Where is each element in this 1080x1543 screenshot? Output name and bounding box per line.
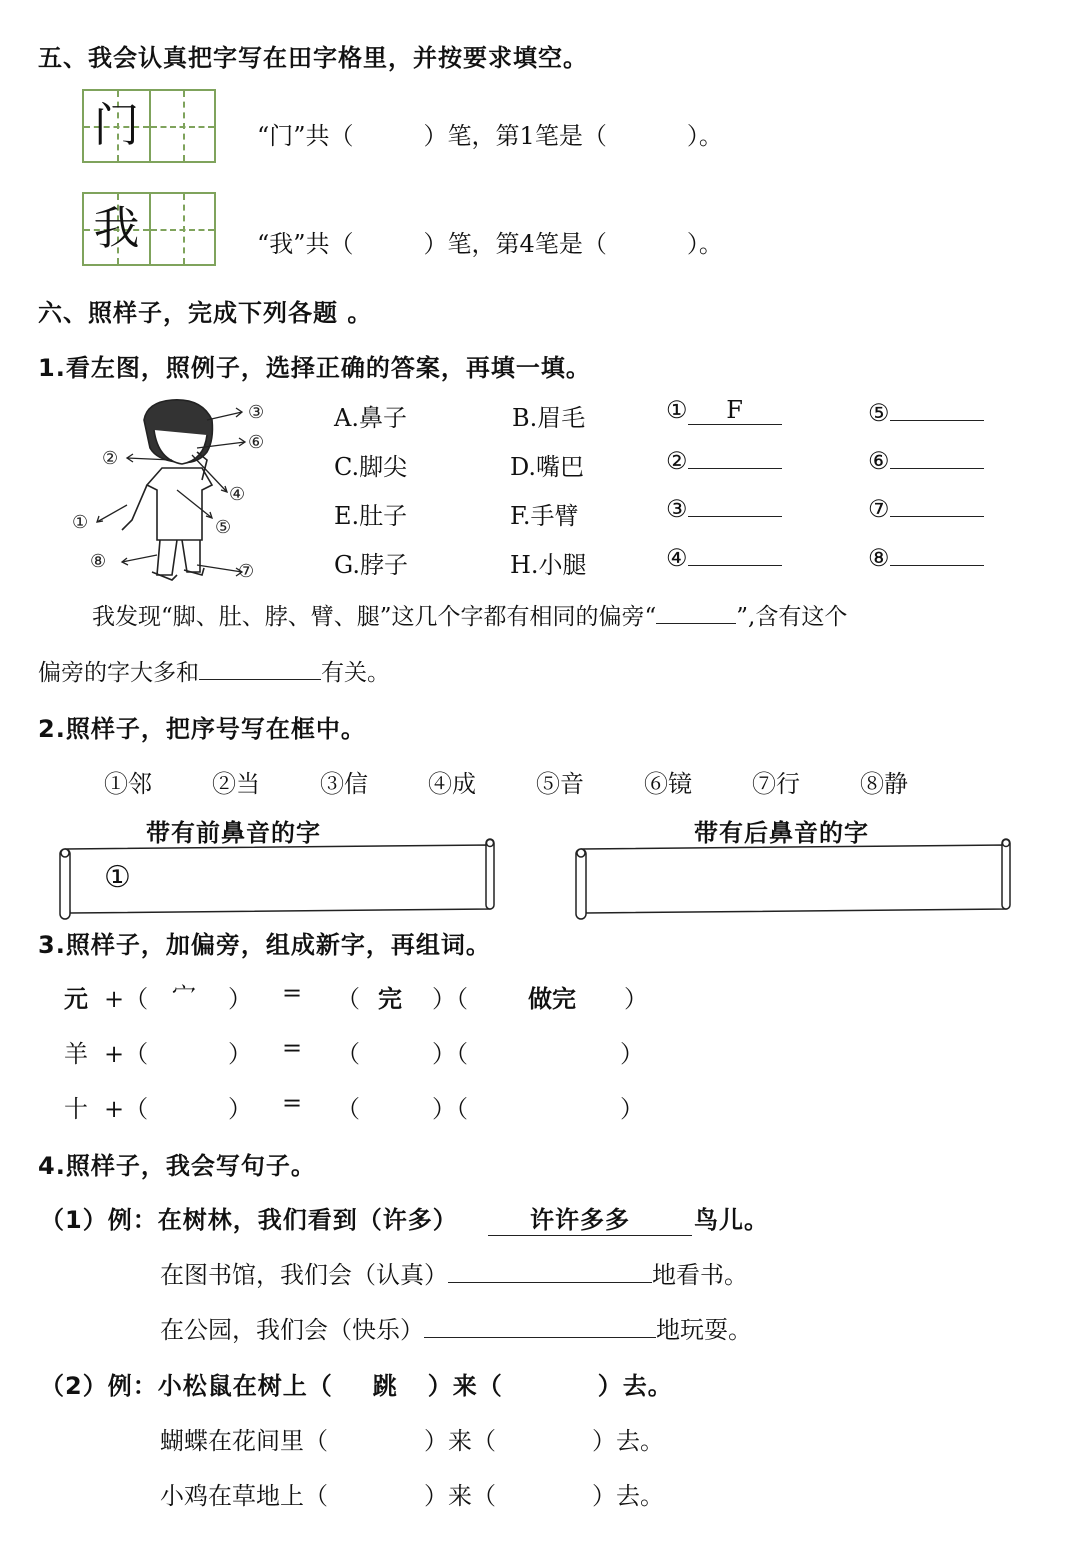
answer-blank[interactable]: [688, 541, 782, 566]
paren-close: ）: [228, 1040, 252, 1068]
figure-label-4: ④: [229, 484, 246, 505]
q-part: “门”共（: [257, 122, 354, 150]
option-c: C.脚尖: [334, 453, 408, 481]
answer-2[interactable]: [666, 444, 782, 475]
grid-char: 门: [93, 98, 140, 152]
answer-1[interactable]: [666, 396, 782, 425]
back-nasal-scroll-box[interactable]: [572, 835, 1016, 921]
equals: =: [282, 1089, 303, 1117]
word-fill[interactable]: [528, 1089, 608, 1117]
answer-num: ②: [666, 447, 688, 475]
figure-label-6: ⑥: [248, 432, 265, 453]
answer-6[interactable]: [868, 444, 984, 475]
figure-label-2: ②: [102, 448, 119, 469]
front-nasal-label: 带有前鼻音的字: [146, 819, 321, 847]
radical-blank[interactable]: [656, 601, 736, 624]
equals: =: [282, 1034, 303, 1062]
paren-close: ）: [620, 1095, 644, 1123]
sentence-blank[interactable]: [448, 1256, 652, 1283]
q4-title: 4.照样子，我会写句子。: [38, 1152, 316, 1180]
front-nasal-answer[interactable]: ①: [104, 860, 131, 895]
paren-open: （: [336, 1095, 360, 1123]
radical-fill[interactable]: [172, 1034, 212, 1062]
figure-label-8: ⑧: [90, 551, 107, 572]
char-item: ⑦行: [752, 770, 800, 798]
answer-4[interactable]: [666, 541, 782, 572]
answer-num: ⑧: [868, 544, 890, 572]
answer-blank[interactable]: [688, 492, 782, 517]
option-a: A.鼻子: [334, 404, 407, 432]
char-item: ⑤音: [536, 770, 584, 798]
figure-label-1: ①: [72, 512, 89, 533]
example-text: 在树林，我们看到（许多）: [157, 1206, 458, 1234]
paren-mid: ）（: [432, 1040, 468, 1068]
figure-label-3: ③: [248, 402, 265, 423]
boy-illustration: [62, 390, 282, 585]
q-part: ）。: [686, 230, 723, 258]
section5-title: 五、我会认真把字写在田字格里，并按要求填空。: [38, 44, 588, 72]
option-d: D.嘴巴: [510, 453, 585, 481]
base-char: 元: [64, 984, 88, 1013]
q-part: ）。: [686, 122, 723, 150]
q4-p1-line-1: [160, 1255, 748, 1290]
figure-label-7: ⑦: [238, 561, 255, 582]
answer-num: ①: [666, 396, 688, 424]
answer-num: ④: [666, 544, 688, 572]
paren-mid: ）（: [432, 985, 468, 1013]
option-h: H.小腿: [510, 551, 587, 579]
example-end: 鸟儿。: [694, 1206, 769, 1234]
char-item: ①邻: [104, 770, 152, 798]
example-text: ）去。: [597, 1372, 673, 1400]
meaning-blank[interactable]: [199, 657, 321, 680]
sentence-mid: ）来（: [424, 1427, 496, 1455]
sentence-start: 蝴蝶在花间里（: [160, 1427, 328, 1455]
char-list: [104, 764, 908, 799]
discover-text: 我发现“脚、肚、脖、臂、腿”这几个字都有相同的偏旁“: [92, 604, 657, 630]
answer-blank[interactable]: F: [688, 396, 782, 425]
sentence-start: 在公园，我们会（快乐）: [160, 1316, 424, 1344]
option-b: B.眉毛: [512, 404, 586, 432]
example-label: （2）例：: [40, 1372, 158, 1400]
figure-label-5: ⑤: [215, 517, 232, 538]
radical-fill[interactable]: [172, 1089, 212, 1117]
answer-blank[interactable]: [890, 396, 984, 421]
tianzige-grid-1[interactable]: [82, 89, 216, 163]
answer-7[interactable]: [868, 492, 984, 523]
q4-p2-line-2: [160, 1476, 664, 1511]
q4-p1-line-2: [160, 1310, 752, 1345]
sentence-start: 小鸡在草地上（: [160, 1482, 328, 1510]
equals: =: [282, 979, 303, 1007]
paren-close: ）: [228, 1095, 252, 1123]
answer-blank[interactable]: [890, 492, 984, 517]
sentence-end: ）去。: [592, 1482, 664, 1510]
q3-title: 3.照样子，加偏旁，组成新字，再组词。: [38, 931, 491, 959]
option-f: F.手臂: [510, 502, 579, 530]
newchar-fill[interactable]: [378, 1034, 418, 1062]
answer-num: ③: [666, 495, 688, 523]
paren-close: ）: [620, 1040, 644, 1068]
discover-line-1: [92, 598, 847, 631]
section6-title: 六、照样子，完成下列各题 。: [38, 299, 373, 327]
example-text: 小松鼠在树上（: [157, 1372, 333, 1400]
sentence-end: 地玩耍。: [656, 1316, 752, 1344]
stroke-question-2: [257, 224, 723, 259]
paren-close: ）: [228, 985, 252, 1013]
sentence-end: ）去。: [592, 1427, 664, 1455]
answer-8[interactable]: [868, 541, 984, 572]
q1-title: 1.看左图，照例子，选择正确的答案，再填一填。: [38, 354, 591, 382]
answer-num: ⑥: [868, 447, 890, 475]
example-text: ）来（: [427, 1372, 503, 1400]
option-g: G.脖子: [334, 551, 408, 579]
answer-num: ⑤: [868, 399, 890, 427]
example-fill: 跳: [372, 1372, 398, 1400]
newchar-fill[interactable]: [378, 1089, 418, 1117]
tianzige-grid-2[interactable]: [82, 192, 216, 266]
sentence-blank[interactable]: [424, 1311, 656, 1338]
answer-blank[interactable]: [890, 541, 984, 566]
example-label: （1）例：: [40, 1206, 158, 1234]
sentence-start: 在图书馆，我们会（认真）: [160, 1261, 448, 1289]
option-e: E.肚子: [334, 502, 408, 530]
paren-open: （: [336, 985, 360, 1013]
answer-5[interactable]: [868, 396, 984, 427]
q2-title: 2.照样子，把序号写在框中。: [38, 715, 366, 743]
discover-text: ”,含有这个: [736, 604, 848, 630]
discover-line-2: [38, 654, 390, 687]
sentence-end: 地看书。: [652, 1261, 748, 1289]
base-char: 十: [64, 1095, 88, 1123]
answer-blank[interactable]: [890, 444, 984, 469]
char-item: ③信: [320, 770, 368, 798]
q-part: ）笔，第4笔是（: [423, 230, 607, 258]
grid-char: 我: [93, 201, 140, 255]
word-fill[interactable]: 做完: [528, 984, 576, 1013]
char-item: ⑧静: [860, 770, 908, 798]
q-part: ）笔，第1笔是（: [423, 122, 607, 150]
plus-open: +（: [104, 985, 149, 1013]
char-item: ④成: [428, 770, 476, 798]
q4-p2-line-1: [160, 1421, 664, 1456]
char-item: ②当: [212, 770, 260, 798]
paren-open: （: [336, 1040, 360, 1068]
q4-p2-example: [40, 1366, 673, 1401]
radical-fill[interactable]: 宀: [172, 981, 196, 1009]
discover-text: 偏旁的字大多和: [38, 660, 199, 686]
answer-3[interactable]: [666, 492, 782, 523]
stroke-question-1: [257, 116, 723, 151]
plus-open: +（: [104, 1040, 149, 1068]
sentence-mid: ）来（: [424, 1482, 496, 1510]
word-fill[interactable]: [528, 1034, 608, 1062]
answer-blank[interactable]: [688, 444, 782, 469]
plus-open: +（: [104, 1095, 149, 1123]
discover-text: 有关。: [321, 660, 390, 686]
q4-p1-example: [40, 1200, 458, 1235]
newchar-fill[interactable]: 完: [378, 984, 402, 1013]
q-part: “我”共（: [257, 230, 354, 258]
char-item: ⑥镜: [644, 770, 692, 798]
paren-close: ）: [624, 985, 648, 1013]
back-nasal-label: 带有后鼻音的字: [694, 819, 869, 847]
base-char: 羊: [64, 1040, 88, 1068]
answer-num: ⑦: [868, 495, 890, 523]
example-fill: 许许多多: [488, 1200, 692, 1236]
paren-mid: ）（: [432, 1095, 468, 1123]
